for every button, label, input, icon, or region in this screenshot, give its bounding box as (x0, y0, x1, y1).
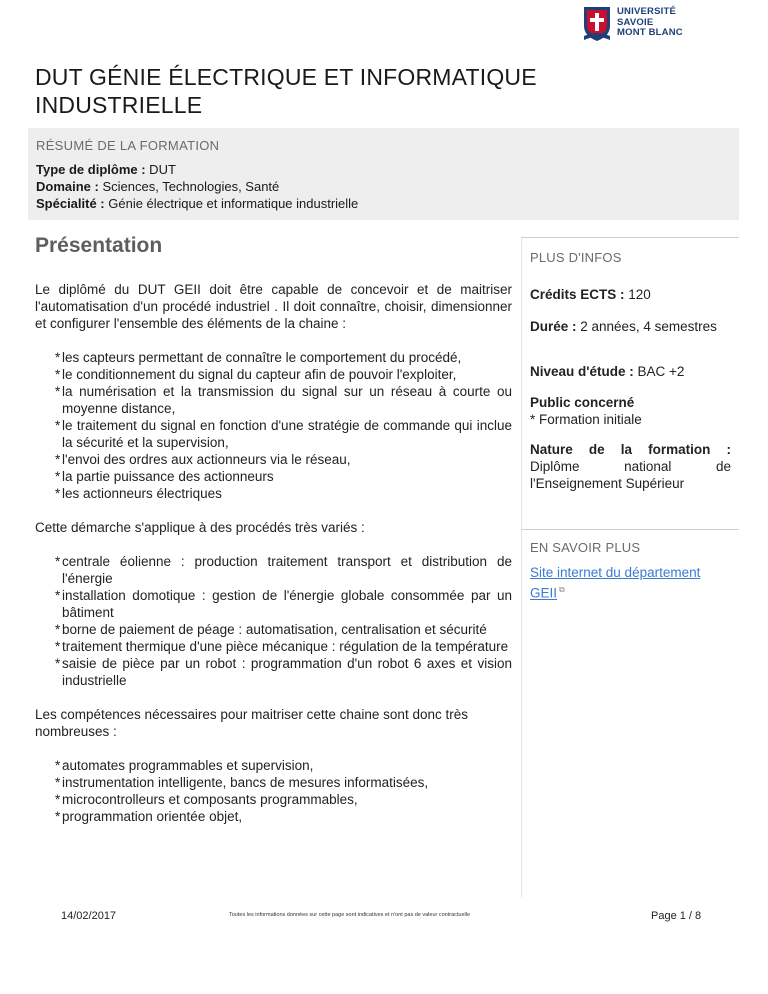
list-item: * le conditionnement du signal du capteur afin de pouvoir l'exploiter, (35, 366, 512, 383)
list-item: * automates programmables et supervision, (35, 757, 512, 774)
skills-list (35, 757, 512, 825)
page-number: Page 1 / 8 (651, 910, 702, 922)
target-audience: Public concerné * Formation initiale (530, 395, 642, 427)
list-item: * saisie de pièce par un robot : programmation d'un robot 6 axes et vision industrielle (35, 655, 512, 689)
learn-more-heading: EN SAVOIR PLUS (530, 540, 641, 555)
list-item: * instrumentation intelligente, bancs de mesures informatisées, (35, 774, 512, 791)
summary-box (28, 128, 739, 220)
learn-more-panel (521, 529, 739, 890)
logo-wordmark: UNIVERSITÉ SAVOIE MONT BLANC (617, 6, 683, 38)
list-item: * microcontrolleurs et composants programmables, (35, 791, 512, 808)
footer-disclaimer: Toutes les informations données sur cette page sont indicatives et n'ont pas de valeur contractuelle (229, 912, 471, 918)
duration: Durée : 2 années, 4 semestres (530, 319, 717, 334)
list-item: * l'envoi des ordres aux actionneurs via le réseau, (35, 451, 512, 468)
process-intro: Cette démarche s'applique à des procédés très variés : (35, 520, 365, 535)
list-item: * les actionneurs électriques (35, 485, 512, 502)
list-item: * borne de paiement de péage : automatisation, centralisation et sécurité (35, 621, 512, 638)
presentation-body (35, 281, 512, 825)
more-info-heading: PLUS D'INFOS (530, 250, 622, 265)
department-link-wrapper (530, 564, 731, 602)
page-title: DUT GÉNIE ÉLECTRIQUE ET INFORMATIQUE INDUSTRIELLE (35, 64, 537, 118)
process-list (35, 553, 512, 689)
list-item: * la numérisation et la transmission du signal sur un réseau à courte ou moyenne distance, (35, 383, 512, 417)
list-item: * traitement thermique d'une pièce mécanique : régulation de la température (35, 638, 512, 655)
ects-credits: Crédits ECTS : 120 (530, 287, 651, 302)
list-item: * la partie puissance des actionneurs (35, 468, 512, 485)
section-heading-presentation: Présentation (35, 234, 163, 257)
skills-intro: Les compétences nécessaires pour maitriser cette chaine sont donc très nombreuses : (35, 707, 468, 739)
chain-list (35, 349, 512, 502)
specialty-row: Spécialité : Génie électrique et informatique industrielle (36, 196, 359, 211)
list-item: * centrale éolienne : production traitement transport et distribution de l'énergie (35, 553, 512, 587)
list-item: * installation domotique : gestion de l'énergie globale consommée par un bâtiment (35, 587, 512, 621)
more-info-panel (521, 237, 739, 503)
university-logo (583, 6, 713, 48)
training-nature: Nature de la formation : Diplôme national de l'Enseignement Supérieur (530, 442, 731, 491)
study-level: Niveau d'étude : BAC +2 (530, 364, 685, 379)
department-website-link[interactable]: Site internet du département GEII (530, 565, 701, 601)
list-item: * programmation orientée objet, (35, 808, 512, 825)
intro-paragraph: Le diplômé du DUT GEII doit être capable de concevoir et de maitriser l'automatisation d'un procédé industriel . Il doit connaître, choisir, dimensionner et configurer l'ensemble des éléments de la chaine : (35, 282, 512, 331)
external-link-icon: ⧉ (559, 585, 565, 594)
list-item: * le traitement du signal en fonction d'une stratégie de commande qui inclue la sécurité et la supervision, (35, 417, 512, 451)
summary-heading: RÉSUMÉ DE LA FORMATION (36, 138, 220, 153)
footer-date: 14/02/2017 (61, 910, 117, 922)
diploma-type-row: Type de diplôme : DUT (36, 162, 176, 177)
list-item: * les capteurs permettant de connaître le comportement du procédé, (35, 349, 512, 366)
domain-row: Domaine : Sciences, Technologies, Santé (36, 179, 280, 194)
shield-icon (583, 6, 611, 42)
